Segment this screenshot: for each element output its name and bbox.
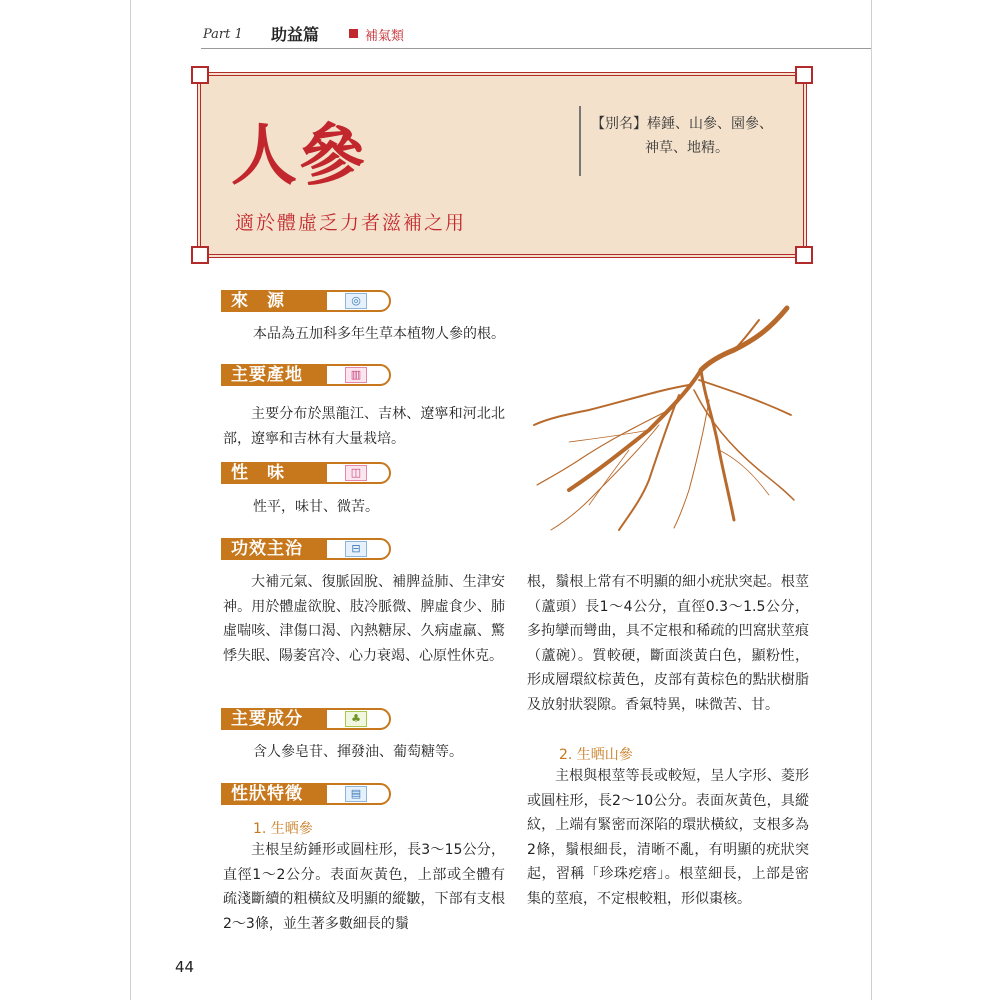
section-features-header (221, 783, 391, 805)
page-number: 44 (175, 958, 195, 976)
globe-icon: ◎ (345, 293, 367, 309)
building-icon: ▥ (345, 367, 367, 383)
square-bullet-icon (349, 29, 358, 38)
ginseng-root-illustration (529, 300, 799, 535)
section-label: 主要產地 (221, 364, 327, 386)
alias-line-2: 神草、地精。 (645, 140, 729, 156)
taste-text: 性平，味甘、微苦。 (253, 499, 379, 515)
part-label: Part 1 (203, 27, 243, 42)
corner-ornament-icon (191, 66, 209, 84)
feature-text-2: 主根與根莖等長或較短，呈人字形、菱形或圓柱形，長2～10公分。表面灰黃色，具縱紋，上端有緊密而深陷的環狀橫紋，支根多為2條，鬚根細長，清晰不亂，有明顯的疣狀突起，習稱「珍珠疙瘩」。根莖細長，上部是密集的莖痕，不定根較粗，形似棗核。 (527, 768, 809, 907)
effects-text: 大補元氣、復脈固脫、補脾益肺、生津安神。用於體虛欲脫、肢冷脈微、脾虛食少、肺虛喘咳、津傷口渴、內熱糖尿、久病虛羸、驚悸失眠、陽萎宮冷、心力衰竭、心原性休克。 (223, 574, 505, 664)
entry-subtitle: 適於體虛乏力者滋補之用 (235, 212, 467, 234)
cup-icon: ◫ (345, 465, 367, 481)
book-page (130, 0, 872, 1000)
section-components-header (221, 708, 391, 730)
components-text: 含人參皂苷、揮發油、葡萄糖等。 (253, 744, 463, 760)
feature-text-1-left: 主根呈紡錘形或圓柱形，長3～15公分，直徑1～2公分。表面灰黃色，上部或全體有疏淺斷續的粗橫紋及明顯的縱皺，下部有支根2～3條，並生著多數細長的鬚 (223, 842, 505, 932)
section-source-header (221, 290, 391, 312)
entry-name: 人參 (231, 116, 367, 194)
section-label: 性狀特徵 (221, 783, 327, 805)
section-taste-header (221, 462, 391, 484)
section-label: 主要成分 (221, 708, 327, 730)
section-label: 功效主治 (221, 538, 327, 560)
corner-ornament-icon (795, 246, 813, 264)
category-label: 補氣類 (365, 29, 405, 44)
feature-subtitle-2: 2. 生晒山參 (559, 747, 633, 763)
page-header (131, 0, 871, 50)
source-text: 本品為五加科多年生草本植物人參的根。 (253, 326, 505, 342)
alias-line-1: 【別名】棒錘、山參、園參、 (591, 116, 773, 132)
alias-block (591, 112, 801, 160)
corner-ornament-icon (191, 246, 209, 264)
book-icon: ▤ (345, 786, 367, 802)
corner-ornament-icon (795, 66, 813, 84)
feature-subtitle-1: 1. 生晒參 (253, 821, 313, 837)
section-label: 來 源 (221, 290, 327, 312)
origin-text: 主要分布於黑龍江、吉林、遼寧和河北北部，遼寧和吉林有大量栽培。 (223, 406, 505, 447)
header-rule (201, 48, 871, 49)
section-effects-header (221, 538, 391, 560)
alias-divider (579, 106, 581, 176)
pot-icon: ⊟ (345, 541, 367, 557)
feature-text-1-right: 根，鬚根上常有不明顯的細小疣狀突起。根莖（蘆頭）長1～4公分，直徑0.3～1.5公分，多拘攣而彎曲，具不定根和稀疏的凹窩狀莖痕（蘆碗）。質較硬，斷面淡黃白色，顯粉性，形成層環紋棕黃色，皮部有黃棕色的點狀樹脂及放射狀裂隙。香氣特異，味微苦、甘。 (527, 574, 809, 713)
chapter-title: 助益篇 (271, 25, 320, 44)
section-origin-header (221, 364, 391, 386)
section-label: 性 味 (221, 462, 327, 484)
entry-title-box (197, 72, 807, 258)
herb-icon: ♣ (345, 711, 367, 727)
